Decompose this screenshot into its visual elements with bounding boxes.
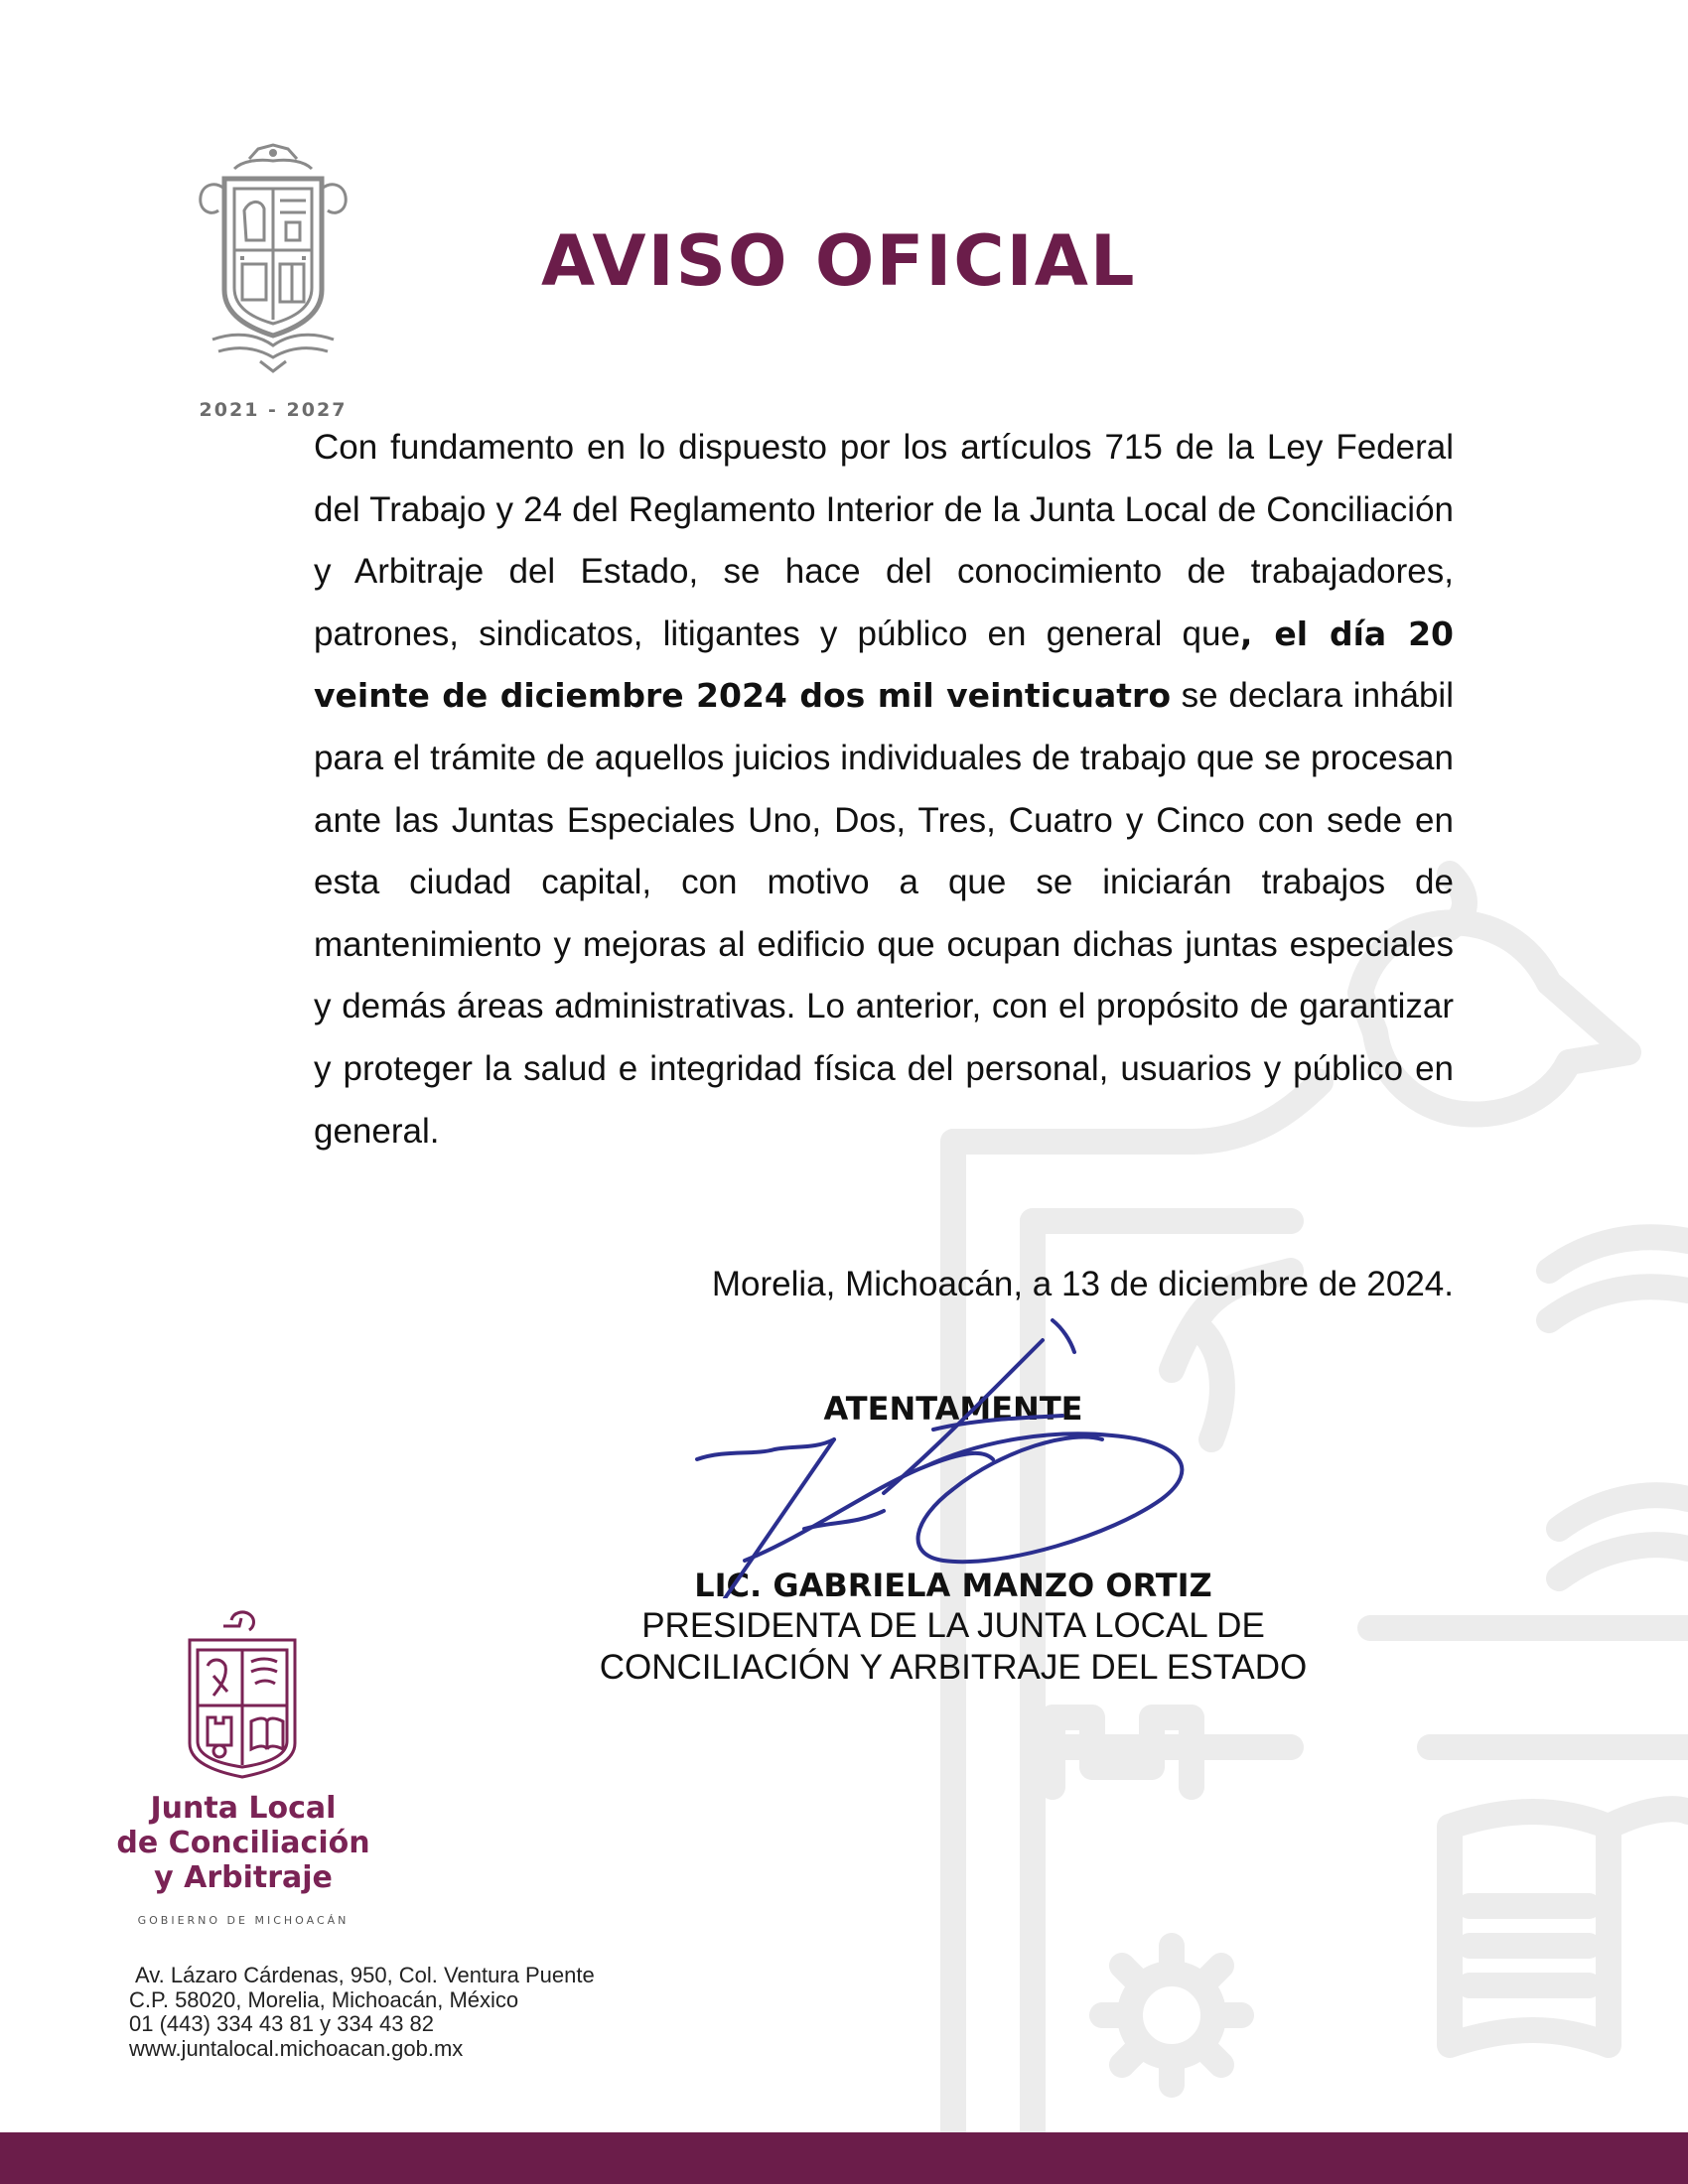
institution-name-line1: Junta Local bbox=[150, 1791, 337, 1826]
institution-name bbox=[99, 1791, 387, 1895]
institution-name-line2: de Conciliación bbox=[116, 1826, 370, 1860]
contact-address bbox=[129, 1964, 685, 2061]
institution-emblem-icon bbox=[184, 1606, 301, 1781]
address-website: www.juntalocal.michoacan.gob.mx bbox=[129, 2035, 464, 2061]
notice-body-part1: Con fundamento en lo dispuesto por los artículos 715 de la Ley Federal del Trabajo y 24 del Reglamento Interior de la Junta Local de Conciliación y Arbitraje del Estado, se hace del conocimiento de trabajadores, patrones, sindicatos, litigantes y público en general que bbox=[314, 428, 1454, 653]
footer-band bbox=[0, 2132, 1688, 2184]
notice-body bbox=[314, 417, 1454, 1162]
notice-body-part2: se declara inhábil para el trámite de aquellos juicios individuales de trabajo que se procesan ante las Juntas Especiales Uno, Dos, Tres, Cuatro y Cinco con sede en esta ciudad capital, con motivo a que se iniciarán trabajos de mantenimiento y mejoras al edificio que ocupan dichas juntas especiales y demás áreas administrativas. Lo anterior, con el propósito de garantizar y proteger la salud e integridad física del personal, usuarios y público en general. bbox=[314, 676, 1454, 1151]
closing-text: ATENTAMENTE bbox=[823, 1390, 1083, 1428]
signer-role-line1: PRESIDENTA DE LA JUNTA LOCAL DE bbox=[641, 1606, 1265, 1645]
administration-period: 2021 - 2027 bbox=[199, 399, 348, 421]
address-phone: 01 (443) 334 43 81 y 334 43 82 bbox=[129, 2011, 435, 2036]
place-and-date: Morelia, Michoacán, a 13 de diciembre de 2024. bbox=[711, 1265, 1454, 1303]
address-line2: C.P. 58020, Morelia, Michoacán, México bbox=[129, 1986, 519, 2012]
signer-name: LIC. GABRIELA MANZO ORTIZ bbox=[694, 1567, 1212, 1604]
address-line1: Av. Lázaro Cárdenas, 950, Col. Ventura Puente bbox=[135, 1963, 595, 1987]
notice-body-emphasis: , el día 20 veinte de diciembre 2024 dos mil veinticuatro bbox=[314, 614, 1454, 716]
institution-subtitle: GOBIERNO DE MICHOACÁN bbox=[137, 1914, 350, 1927]
state-coat-of-arms-icon bbox=[195, 141, 352, 375]
institution-name-line3: y Arbitraje bbox=[154, 1860, 333, 1895]
signer-role-line2: CONCILIACIÓN Y ARBITRAJE DEL ESTADO bbox=[599, 1648, 1308, 1687]
handwritten-signature bbox=[685, 1300, 1241, 1598]
page-title: AVISO OFICIAL bbox=[541, 220, 1137, 302]
